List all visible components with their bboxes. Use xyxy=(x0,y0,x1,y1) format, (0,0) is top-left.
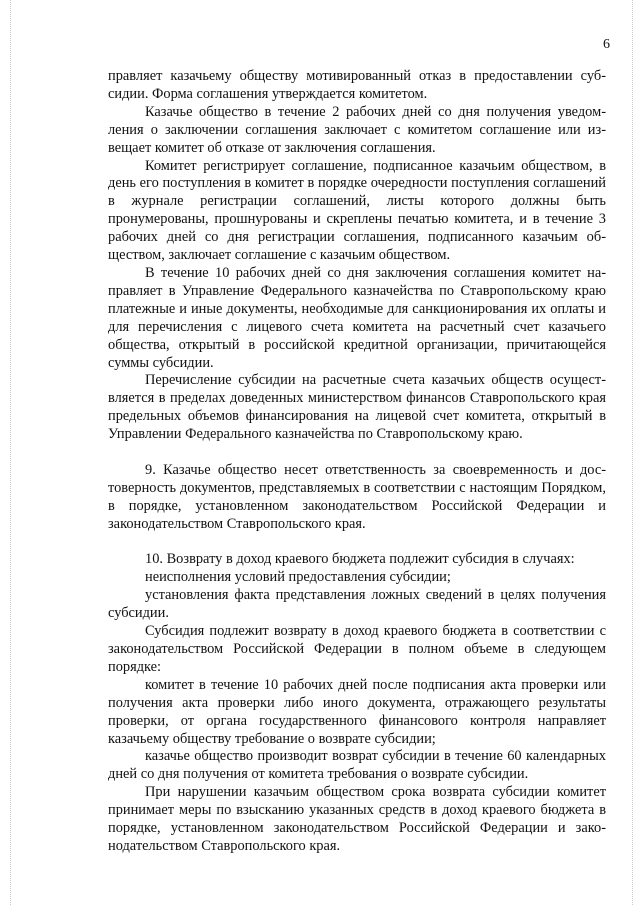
paragraph-refusal-notice: правляет казачьему обществу мотивированный отказ в предоставлении субсидии. Форма соглашения утверждается комитетом. xyxy=(108,68,606,102)
paragraph-clause-10: 10. Возврату в доход краевого бюджета подлежит субсидия в случаях: xyxy=(145,551,575,568)
paragraph-payment-documents: В течение 10 рабочих дней со дня заключения соглашения комитет направляет в Управление Федерального казначейства по Ставропольскому краю платежные и иные документы, необходимые для санкционирования их оплаты и для перечисления с лицевого счета комитета на расчетный счет казачьего общества, открытый в российской кредитной организации, причитающейся суммы субсидии. xyxy=(108,264,606,371)
page-number: 6 xyxy=(603,37,610,52)
list-item-nonfulfillment: неисполнения условий предоставления субсидии; xyxy=(145,569,451,586)
document-body xyxy=(108,68,606,856)
list-item-false-information: установления факта представления ложных сведений в целях получения субсидии. xyxy=(108,587,606,622)
paragraph-subsidy-transfer: Перечисление субсидии на расчетные счета казачьих обществ осуществляется в пределах доведенных министерством финансов Ставропольского края предельных объемов финансирования на лицевой счет комитета, открытый в Управлении Федерального казначейства по Ставропольскому краю. xyxy=(108,372,606,443)
paragraph-agreement-signing: Казачье общество в течение 2 рабочих дней со дня получения уведомления о заключении соглашения заключает с комитетом соглашение или извещает комитет об отказе от заключения соглашения. xyxy=(108,103,606,156)
paragraph-clause-9: 9. Казачье общество несет ответственность за своевременность и достоверность документов, представляемых в соответствии с настоящим Порядком, в порядке, установленном законодательством Российской Федерации и законодательством Ставропольского края. xyxy=(108,461,606,532)
list-item-society-refund: казачье общество производит возврат субсидии в течение 60 календарных дней со дня получения от комитета требования о возврате субсидии. xyxy=(108,748,606,783)
list-item-committee-demand: комитет в течение 10 рабочих дней после подписания акта проверки или получения акта проверки либо иного документа, отражающего результаты проверки, от органа государственного финансового контроля направляет казачьему обществу требование о возврате субсидии; xyxy=(108,676,606,747)
paragraph-refund-procedure: Субсидия подлежит возврату в доход краевого бюджета в соответствии с законодательством Российской Федерации в полном объеме в следующем порядке: xyxy=(108,623,606,675)
paragraph-agreement-registration: Комитет регистрирует соглашение, подписанное казачьим обществом, в день его поступления в комитет в порядке очередности поступления соглашений в журнале регистрации соглашений, листы которого должны быть пронумерованы, прошнурованы и скреплены печатью комитета, и в течение 3 рабочих дней со дня регистрации соглашения, подписанного казачьим обществом, заключает соглашение с казачьим обществом. xyxy=(108,157,606,264)
page-edge-right xyxy=(632,0,633,905)
paragraph-recovery-measures: При нарушении казачьим обществом срока возврата субсидии комитет принимает меры по взысканию указанных средств в доход краевого бюджета в порядке, установленном законодательством Российской Федерации и законодательством Ставропольского края. xyxy=(108,784,606,854)
page-edge-left xyxy=(10,0,11,905)
